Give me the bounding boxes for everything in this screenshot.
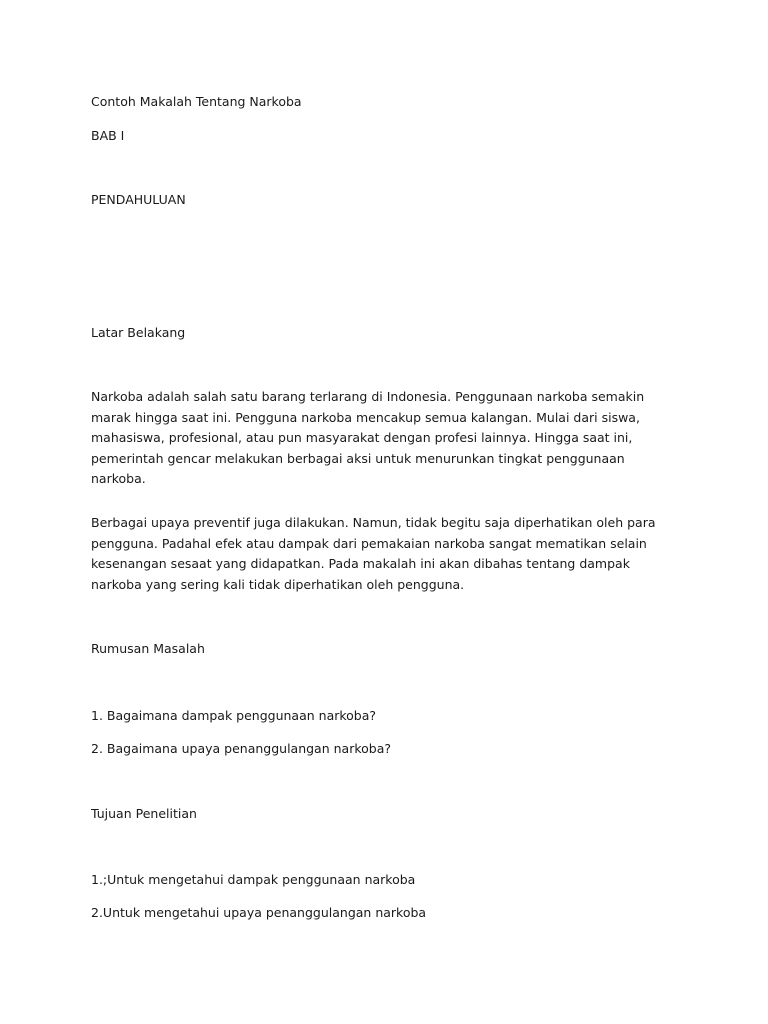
- goal-item-1: 1.;Untuk mengetahui dampak penggunaan narkoba: [91, 872, 416, 887]
- section-heading-goal: Tujuan Penelitian: [91, 806, 197, 821]
- section-heading-problem: Rumusan Masalah: [91, 641, 205, 656]
- problem-item-2: 2. Bagaimana upaya penanggulangan narkoba?: [91, 741, 391, 756]
- problem-item-1: 1. Bagaimana dampak penggunaan narkoba?: [91, 708, 377, 723]
- paragraph-background-2: Berbagai upaya preventif juga dilakukan. Namun, tidak begitu saja diperhatikan oleh para pengguna. Padahal efek atau dampak dari pemakaian narkoba sangat mematikan selain kesenangan sesaat yang didapatkan. Pada makalah ini akan dibahas tentang dampak narkoba yang sering kali tidak diperhatikan oleh pengguna.: [91, 515, 656, 592]
- chapter-label: BAB I: [91, 128, 125, 143]
- paragraph-background-1: Narkoba adalah salah satu barang terlarang di Indonesia. Penggunaan narkoba semakin marak hingga saat ini. Pengguna narkoba mencakup semua kalangan. Mulai dari siswa, mahasiswa, profesional, atau pun masyarakat dengan profesi lainnya. Hingga saat ini, pemerintah gencar melakukan berbagai aksi untuk menurunkan tingkat penggunaan narkoba.: [91, 389, 645, 486]
- goal-item-2: 2.Untuk mengetahui upaya penanggulangan narkoba: [91, 905, 427, 920]
- section-heading-background: Latar Belakang: [91, 325, 186, 340]
- document-title: Contoh Makalah Tentang Narkoba: [91, 94, 302, 109]
- chapter-heading: PENDAHULUAN: [91, 192, 186, 207]
